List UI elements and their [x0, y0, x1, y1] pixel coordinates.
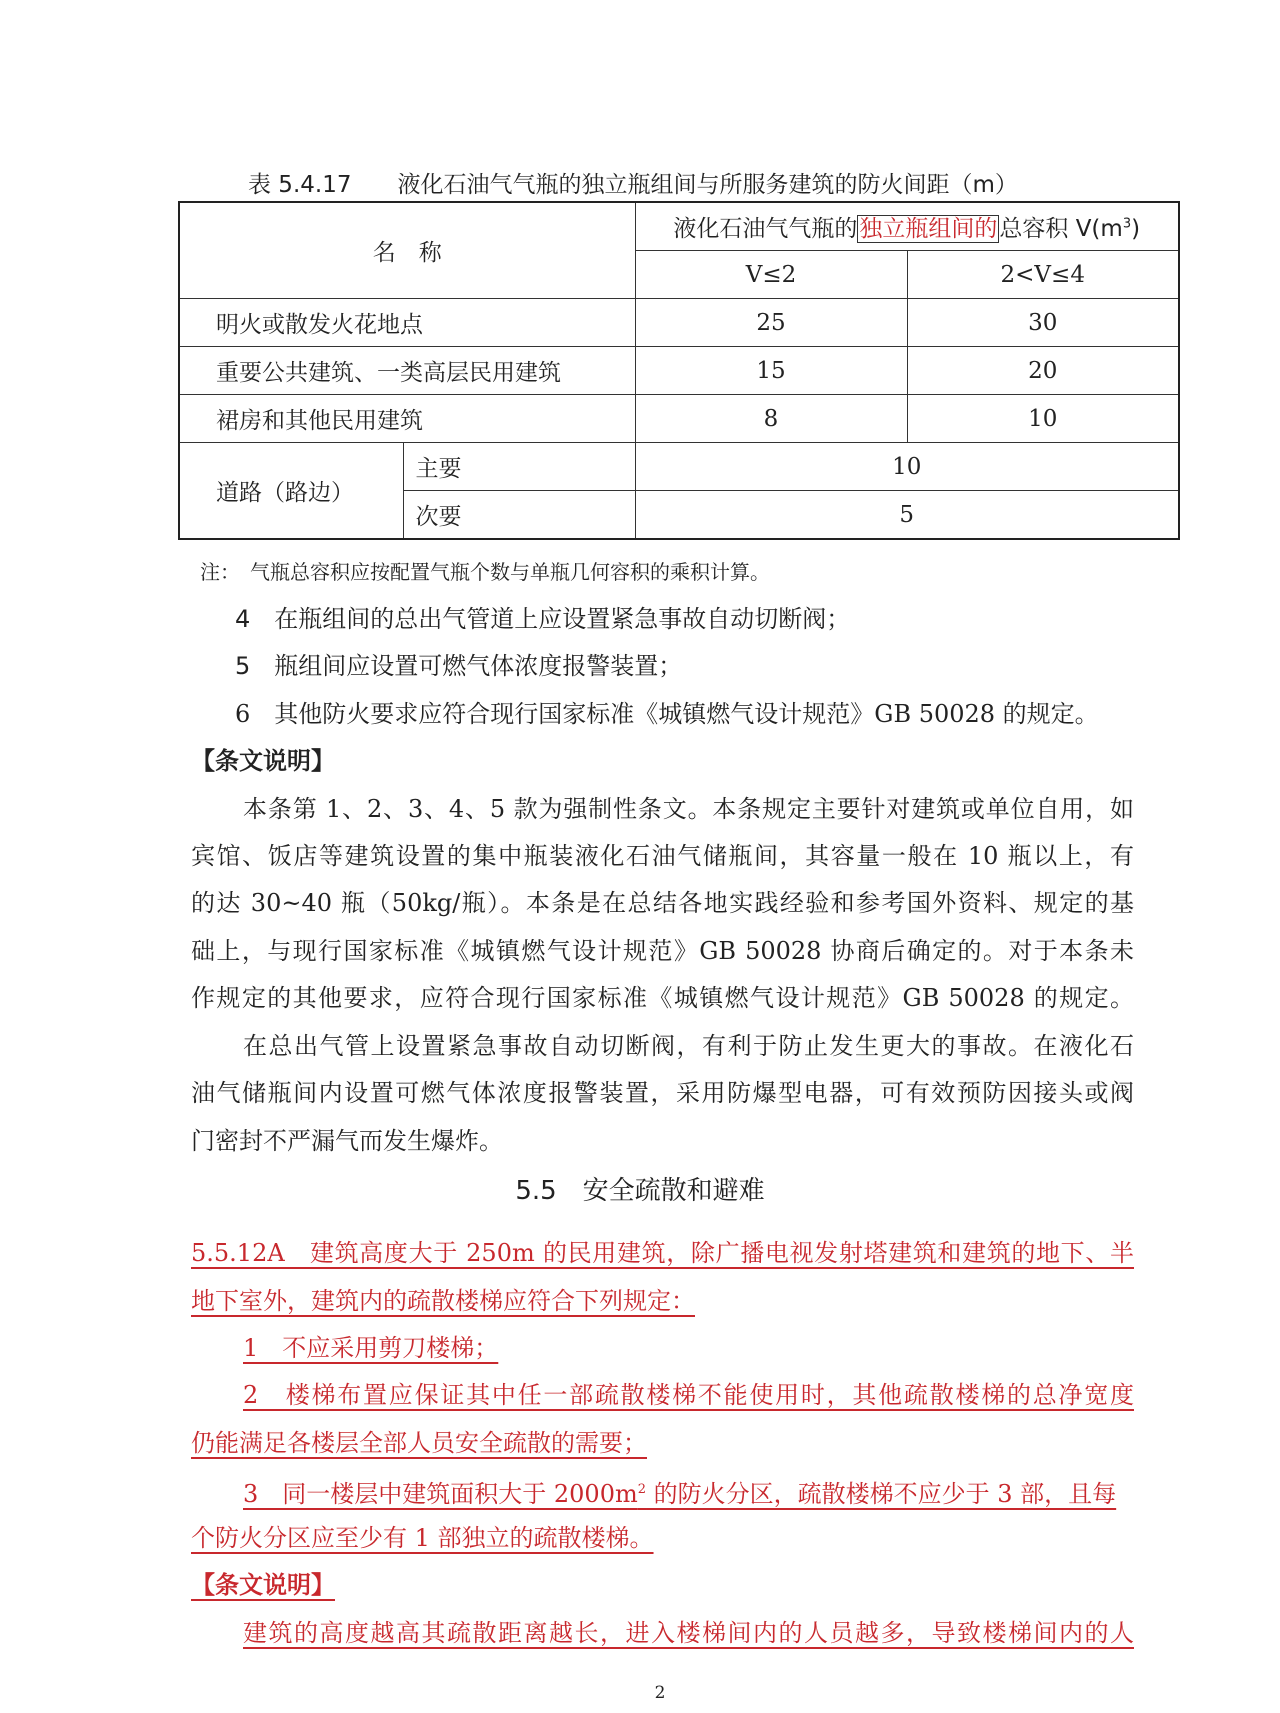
clause-item-1: 1 不应采用剪刀楼梯； [243, 1334, 499, 1362]
header-name: 名 称 [179, 202, 635, 299]
table-note: 注： 气瓶总容积应按配置气瓶个数与单瓶几何容积的乘积计算。 [200, 560, 770, 584]
clause-item-3: 3 同一楼层中建筑面积大于 $2000m^2$ 的防火分区，疏散楼梯不应少于 3 部，且每 [243, 1480, 1117, 1508]
highlighted-text: 独立瓶组间的 [859, 216, 998, 242]
table-row: 次要 5 [179, 491, 1179, 540]
table-row: 明火或散发火花地点 25 30 [179, 299, 1179, 347]
paragraph-line: 础上，与现行国家标准《城镇燃气设计规范》GB 50028 协商后确定的。对于本条未 [191, 937, 1134, 965]
section-heading: 5.5 安全疏散和避难 [515, 1176, 765, 1206]
table-row: 裙房和其他民用建筑 8 10 [179, 395, 1179, 443]
clause-line: 地下室外，建筑内的疏散楼梯应符合下列规定： [191, 1287, 695, 1315]
item-6: 6 其他防火要求应符合现行国家标准《城镇燃气设计规范》GB 50028 的规定。 [235, 700, 1099, 728]
header-col2: 2<V≤4 [907, 251, 1179, 299]
paragraph-line: 门密封不严漏气而发生爆炸。 [191, 1127, 503, 1155]
table-row: 重要公共建筑、一类高层民用建筑 15 20 [179, 347, 1179, 395]
road-label: 道路（路边） [179, 443, 403, 540]
item-4: 4 在瓶组间的总出气管道上应设置紧急事故自动切断阀； [235, 605, 851, 633]
paragraph-line: 在总出气管上设置紧急事故自动切断阀，有利于防止发生更大的事故。在液化石 [243, 1032, 1134, 1060]
item-5: 5 瓶组间应设置可燃气体浓度报警装置； [235, 652, 683, 680]
header-col1: V≤2 [635, 251, 907, 299]
page-number: 2 [654, 1683, 666, 1703]
paragraph-line: 油气储瓶间内设置可燃气体浓度报警装置，采用防爆型电器，可有效预防因接头或阀 [191, 1079, 1134, 1107]
explain-heading: 【条文说明】 [191, 747, 335, 775]
clause-item-2-cont: 仍能满足各楼层全部人员安全疏散的需要； [191, 1429, 647, 1457]
paragraph-line: 的达 30~40 瓶（50kg/瓶）。本条是在总结各地实践经验和参考国外资料、规定的基 [191, 889, 1134, 917]
red-explain-line: 建筑的高度越高其疏散距离越长，进入楼梯间内的人员越多，导致楼梯间内的人 [243, 1619, 1134, 1647]
table-caption: 表 5.4.17 液化石油气气瓶的独立瓶组间与所服务建筑的防火间距（m） [248, 172, 1018, 198]
clause-line: 5.5.12A 建筑高度大于 250m 的民用建筑，除广播电视发射塔建筑和建筑的地下、半 [191, 1239, 1134, 1267]
header-group: 液化石油气气瓶的独立瓶组间的总容积 $V(m^3)$ [635, 202, 1179, 251]
red-explain-heading: 【条文说明】 [191, 1571, 335, 1599]
fire-distance-table [178, 201, 1180, 540]
clause-item-2: 2 楼梯布置应保证其中任一部疏散楼梯不能使用时，其他疏散楼梯的总净宽度 [243, 1381, 1134, 1409]
paragraph-line: 作规定的其他要求，应符合现行国家标准《城镇燃气设计规范》GB 50028 的规定。 [191, 984, 1134, 1012]
table-row: 道路（路边） 主要 10 [179, 443, 1179, 491]
clause-item-3-cont: 个防火分区应至少有 1 部独立的疏散楼梯。 [191, 1524, 654, 1552]
paragraph-line: 本条第 1、2、3、4、5 款为强制性条文。本条规定主要针对建筑或单位自用，如 [243, 795, 1134, 823]
paragraph-line: 宾馆、饭店等建筑设置的集中瓶装液化石油气储瓶间，其容量一般在 10 瓶以上，有 [191, 842, 1134, 870]
